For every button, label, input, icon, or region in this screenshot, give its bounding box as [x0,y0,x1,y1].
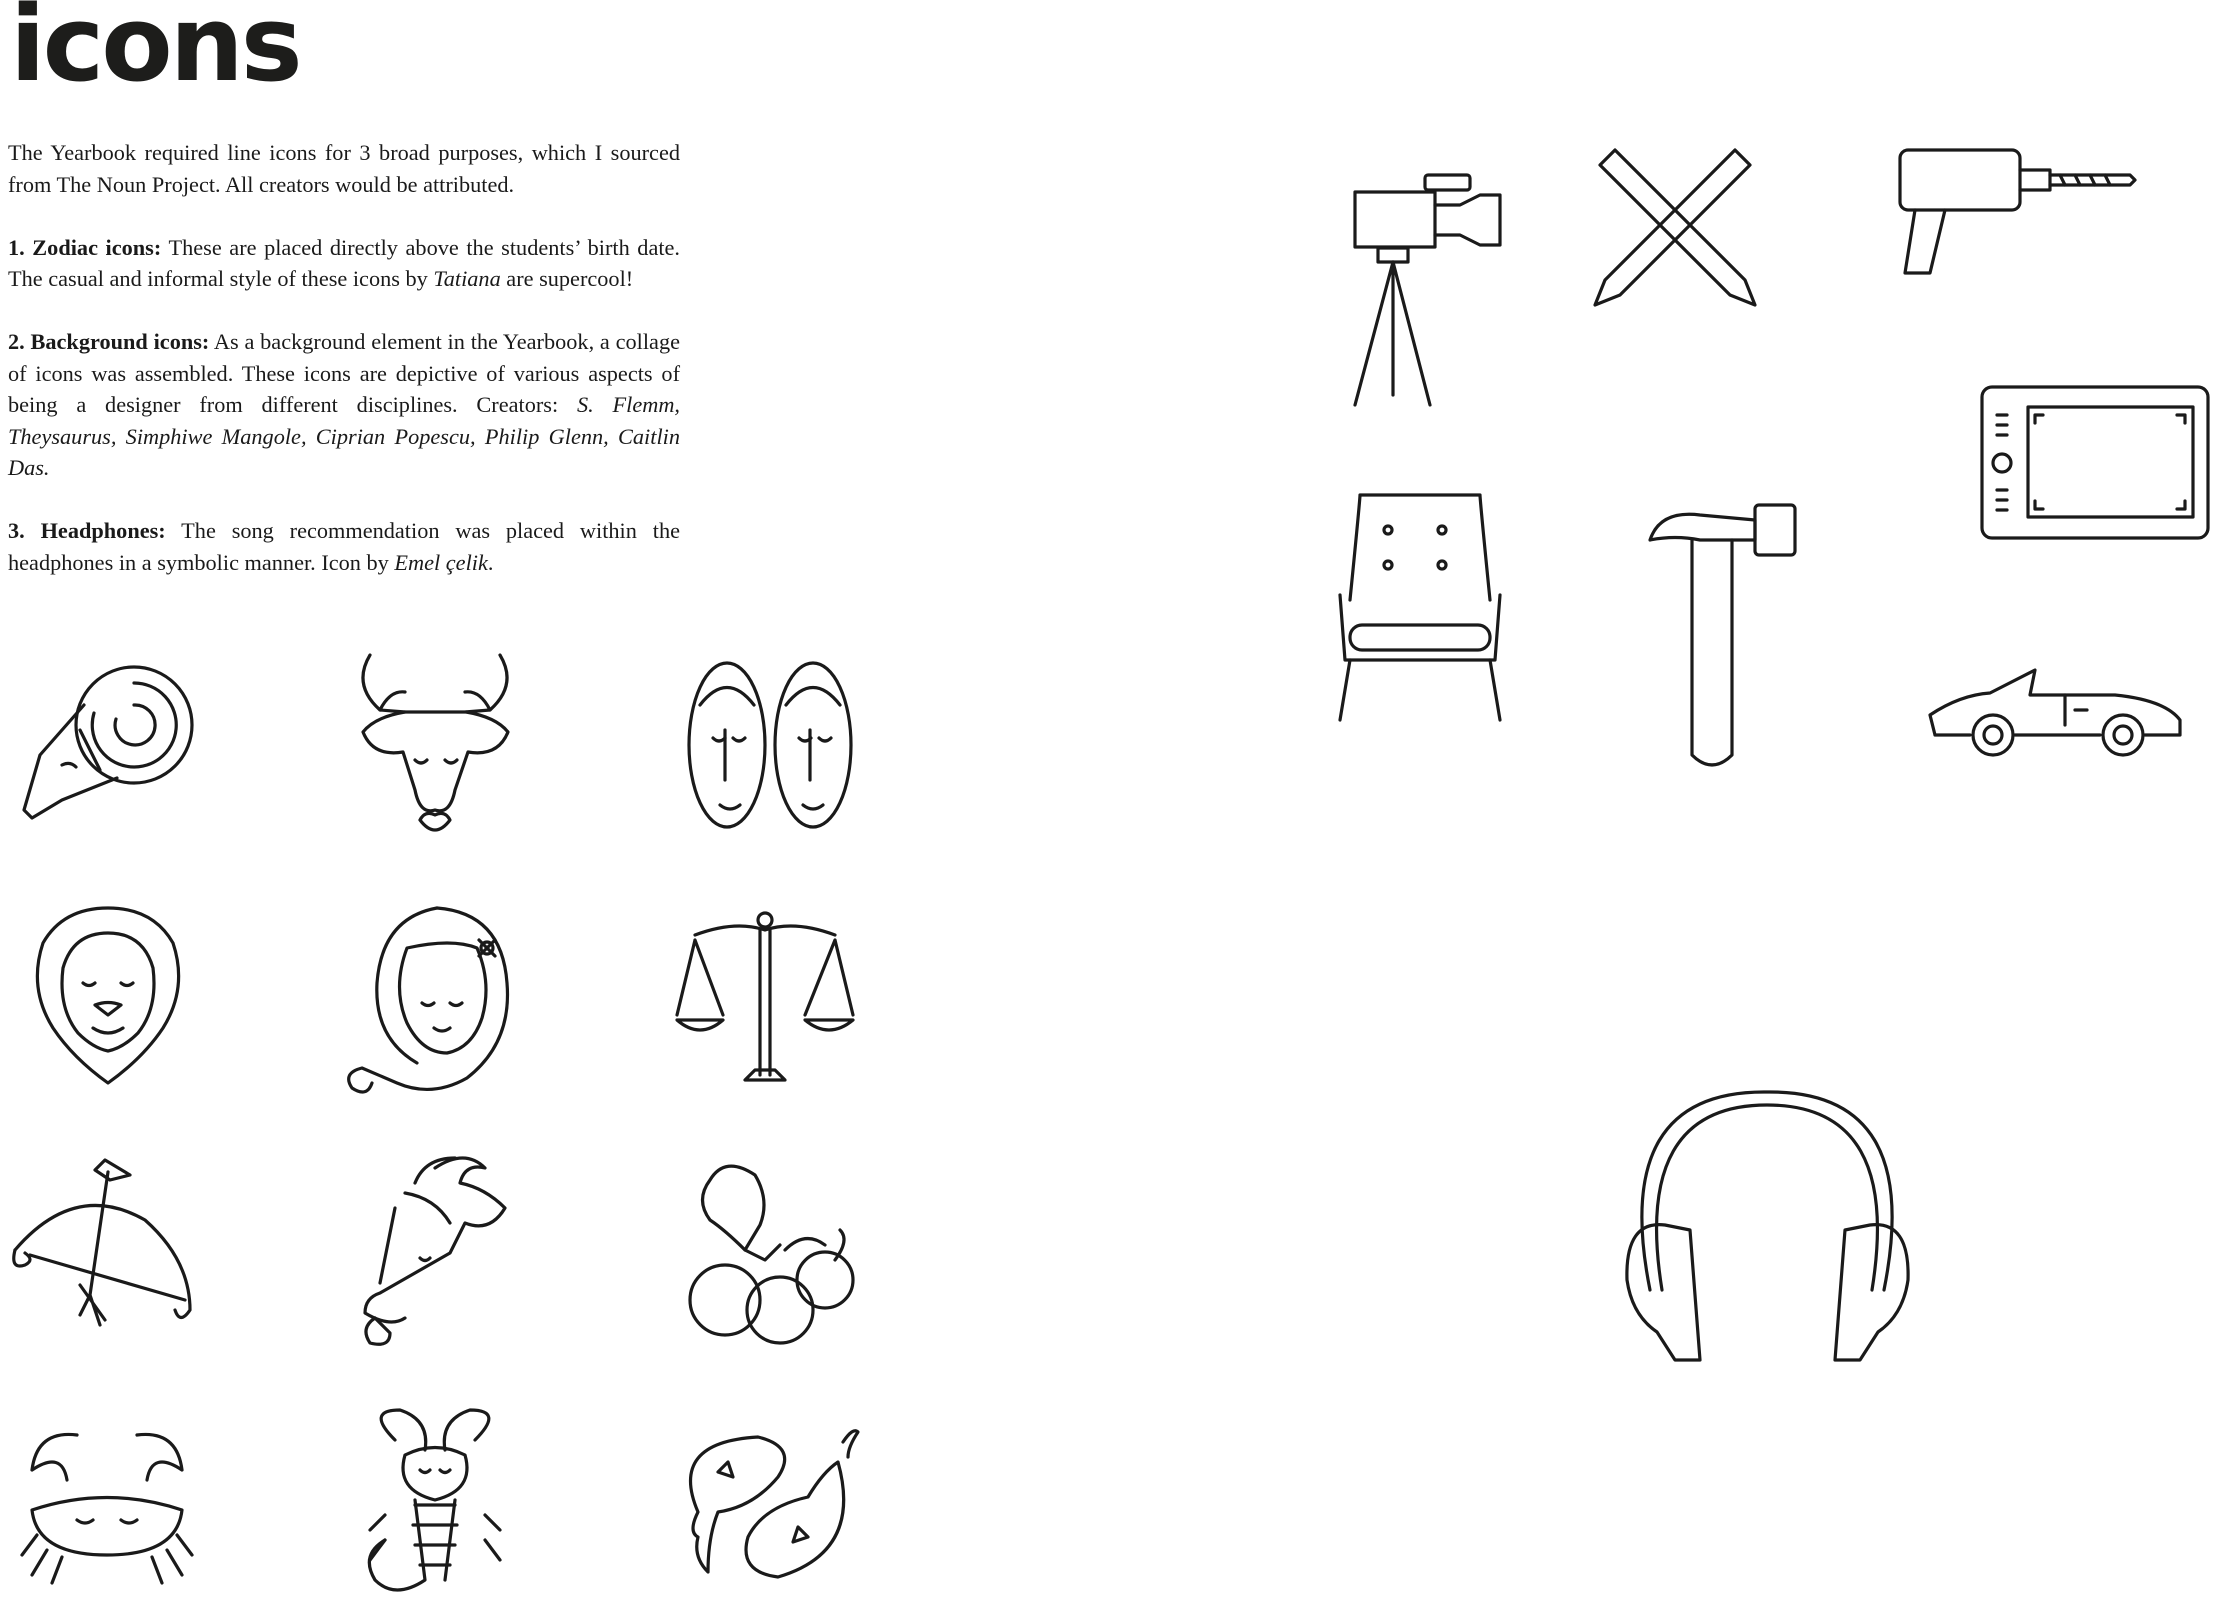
libra-icon [675,910,855,1085]
section-background: 2. Background icons: As a background element in the Yearbook, a collage of icons was assembled. These icons are depictive of various aspects of being a designer from different disciplines. Creators: S. Flemm, Theysaurus, Simphiwe Mangole, Ciprian Popescu, Philip Glenn, Caitlin Das. [8,329,681,480]
cancer-icon [22,1425,192,1585]
aquarius-icon [685,1160,855,1345]
gemini-icon [685,660,855,830]
video-camera-tripod-icon [1350,170,1510,410]
taurus-icon [350,650,520,840]
leo-icon [33,903,183,1088]
armchair-icon [1320,490,1520,725]
convertible-car-icon [1925,665,2185,755]
hammer-icon [1640,500,1800,770]
scorpio-icon [365,1410,505,1605]
pisces-icon [678,1422,858,1592]
crossed-pencils-icon [1595,145,1755,305]
virgo-icon [352,903,517,1093]
headphones-icon [1625,1090,1910,1370]
page-title: icons [10,0,300,105]
capricorn-icon [355,1153,515,1348]
graphics-tablet-icon [1980,385,2210,540]
section-headphones: 3. Headphones: The song recommendation was placed within the headphones in a symbolic manner. Icon by Emel çelik. [8,518,680,575]
section-zodiac: 1. Zodiac icons: These are placed directly above the students’ birth date. The casual and informal style of these icons by Tatiana are supercool! [8,234,681,291]
description [8,137,680,610]
aries-icon [22,660,192,825]
drill-icon [1890,145,2135,275]
sagittarius-icon [10,1160,200,1345]
intro-paragraph: The Yearbook required line icons for 3 broad purposes, which I sourced from The Noun Project. All creators would be attributed. [8,140,680,197]
